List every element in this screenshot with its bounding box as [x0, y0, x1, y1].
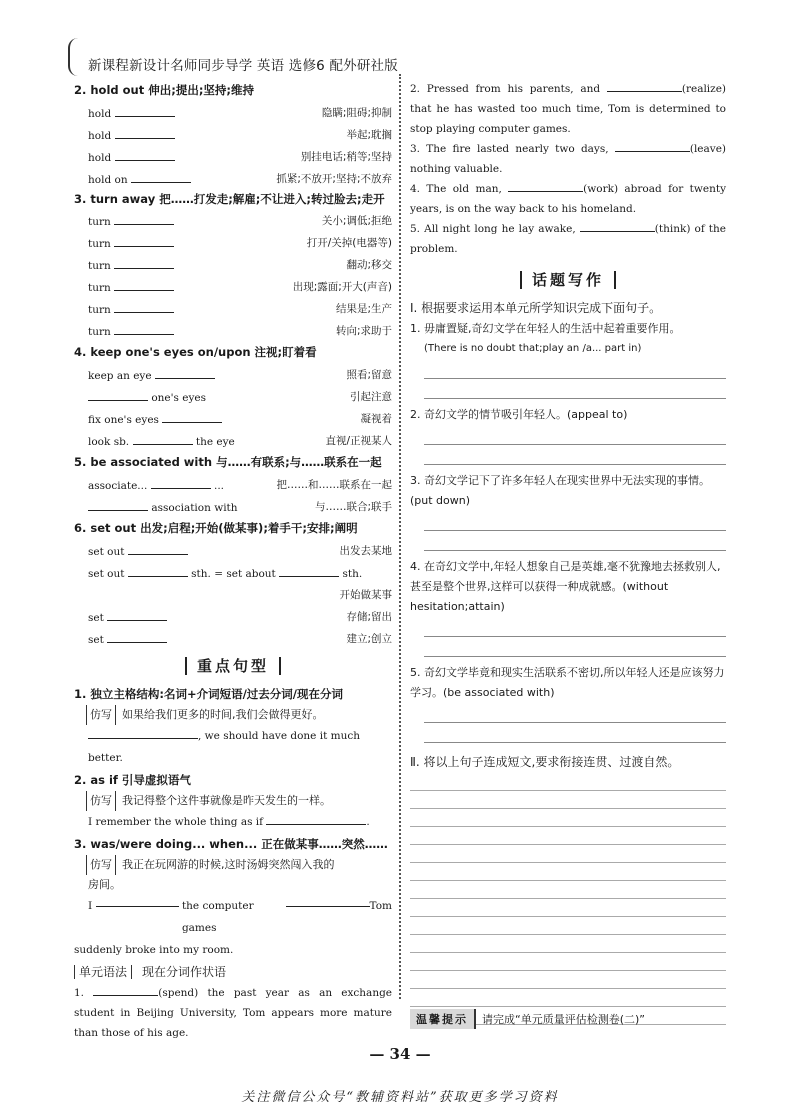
key-patterns-title: 重点句型 [74, 655, 392, 677]
blank-field[interactable] [615, 140, 690, 152]
phrase-row: keep an eye 照看;留意 [88, 368, 392, 382]
phrase-row: fix one's eyes 凝视着 [88, 412, 392, 426]
phrase-row: set 建立;创立 [88, 632, 392, 646]
answer-line[interactable] [424, 445, 726, 465]
blank-field[interactable] [155, 367, 215, 379]
blank-field[interactable] [88, 727, 198, 739]
answer-line[interactable] [410, 881, 726, 899]
blank-field[interactable] [115, 149, 175, 161]
phrase-row: one's eyes 引起注意 [74, 385, 392, 407]
phrase-row: associate... ... 把……和……联系在一起 [88, 478, 392, 492]
phrase-row: hold 隐瞒;阻碍;抑制 [88, 106, 392, 120]
phrase-row: association with 与……联合;联手 [74, 495, 392, 517]
phrase-row: look sb. the eye 直视/正视某人 [88, 434, 392, 448]
writing-item: 5. 奇幻文学毕竟和现实生活联系不密切,所以年轻人还是应该努力学习。(be associated with) [410, 666, 725, 699]
blank-field[interactable] [114, 301, 174, 313]
phrase-row: turn 出现;露面;开大(声音) [88, 280, 392, 294]
pattern-heading: 1. 独立主格结构:名词+介词短语/过去分词/现在分词 [74, 687, 344, 701]
blank-field[interactable] [607, 80, 682, 92]
blank-field[interactable] [580, 220, 655, 232]
blank-field[interactable] [114, 235, 174, 247]
grammar-exercise: 4. The old man, (work) abroad for twenty years, is on the way back to his homeland. [410, 179, 726, 219]
answer-line[interactable] [410, 773, 726, 791]
blank-field[interactable] [286, 895, 369, 907]
answer-line[interactable] [410, 989, 726, 1007]
phrase-heading: 2. hold out 伸出;提出;坚持;维持 [74, 83, 255, 97]
phrase-heading: 4. keep one's eyes on/upon 注视;盯着看 [74, 345, 317, 359]
imitate-answer: , we should have done it much better. [74, 725, 392, 769]
blank-field[interactable] [128, 543, 188, 555]
imitate-prompt-cont: 房间。 [88, 878, 121, 891]
blank-field[interactable] [115, 105, 175, 117]
page-number: — 34 — [369, 1045, 431, 1063]
footer-note: 关注微信公众号“教辅资料站”获取更多学习资料 [241, 1090, 559, 1105]
blank-field[interactable] [133, 433, 193, 445]
phrase-row: 开始做某事 [339, 588, 392, 601]
answer-line[interactable] [410, 917, 726, 935]
answer-line[interactable] [424, 637, 726, 657]
answer-line[interactable] [424, 617, 726, 637]
phrase-row: turn 翻动;移交 [88, 258, 392, 272]
phrase-row: hold 举起;耽搁 [88, 128, 392, 142]
blank-field[interactable] [107, 609, 167, 621]
phrase-row: turn 关小;调低;拒绝 [88, 214, 392, 228]
answer-line[interactable] [424, 359, 726, 379]
answer-line[interactable] [410, 791, 726, 809]
answer-line[interactable] [424, 723, 726, 743]
phrase-row: turn 转向;求助于 [88, 324, 392, 338]
grammar-exercise: 2. Pressed from his parents, and (realize) that he has wasted too much time, Tom is determined to stop playing computer games. [410, 79, 726, 139]
answer-line[interactable] [410, 845, 726, 863]
imitate-answer-cont: suddenly broke into my room. [74, 944, 234, 956]
writing-hint: (There is no doubt that;play an /a... part in) [424, 343, 642, 354]
writing-item: 3. 奇幻文学记下了许多年轻人在现实世界中无法实现的事情。(put down) [410, 474, 710, 507]
writing-item: 2. 奇幻文学的情节吸引年轻人。(appeal to) [410, 408, 628, 421]
answer-line[interactable] [410, 827, 726, 845]
blank-field[interactable] [128, 565, 188, 577]
phrase-row: turn 结果是;生产 [88, 302, 392, 316]
phrase-row: hold 别挂电话;稍等;坚持 [88, 150, 392, 164]
phrase-heading: 5. be associated with 与……有联系;与……联系在一起 [74, 455, 382, 469]
tip-box [410, 1008, 726, 1030]
column-divider [399, 74, 401, 999]
grammar-exercise-1: 1. (spend) the past year as an exchange student in Beijing University, Tom appears more mature than those of his age. [74, 983, 392, 1043]
writing-item: 4. 在奇幻文学中,年轻人想象自己是英雄,毫不犹豫地去拯救别人,甚至是整个世界,这样可以获得一种成就感。(without hesitation;attain) [410, 560, 721, 613]
blank-field[interactable] [115, 127, 175, 139]
blank-field[interactable] [96, 895, 179, 907]
phrase-heading: 6. set out 出发;启程;开始(做某事);着手干;安排;阐明 [74, 521, 358, 535]
imitate-answer: I remember the whole thing as if . [74, 811, 392, 833]
answer-line[interactable] [410, 863, 726, 881]
blank-field[interactable] [114, 257, 174, 269]
right-column [410, 79, 726, 1025]
phrase-heading: 3. turn away 把……打发走;解雇;不让进入;转过脸去;走开 [74, 192, 385, 206]
answer-line[interactable] [424, 425, 726, 445]
writing-part1-heading: Ⅰ. 根据要求运用本单元所学知识完成下面句子。 [410, 301, 662, 315]
blank-field[interactable] [162, 411, 222, 423]
imitate-prompt: 仿写 我记得整个这件事就像是昨天发生的一样。 [74, 791, 392, 811]
blank-field[interactable] [266, 813, 366, 825]
blank-field[interactable] [114, 279, 174, 291]
blank-field[interactable] [151, 477, 211, 489]
header-title: 新课程新设计名师同步导学 英语 选修6 配外研社版 [88, 58, 398, 74]
blank-field[interactable] [114, 213, 174, 225]
grammar-exercise: 3. The fire lasted nearly two days, (leave) nothing valuable. [410, 139, 726, 179]
blank-field[interactable] [107, 631, 167, 643]
blank-field[interactable] [131, 171, 191, 183]
phrase-row: set 存储;留出 [88, 610, 392, 624]
blank-field[interactable] [279, 565, 339, 577]
answer-line[interactable] [410, 809, 726, 827]
answer-line[interactable] [410, 899, 726, 917]
writing-item: 1. 毋庸置疑,奇幻文学在年轻人的生活中起着重要作用。 [410, 322, 681, 335]
blank-field[interactable] [93, 984, 158, 996]
tip-text: 请完成“单元质量评估检测卷(二)” [482, 1013, 645, 1026]
answer-line[interactable] [410, 935, 726, 953]
grammar-exercise: 5. All night long he lay awake, (think) of the problem. [410, 219, 726, 259]
answer-line[interactable] [424, 511, 726, 531]
answer-line[interactable] [424, 379, 726, 399]
blank-field[interactable] [508, 180, 583, 192]
answer-line[interactable] [410, 953, 726, 971]
pattern-heading: 2. as if 引导虚拟语气 [74, 773, 191, 787]
phrase-row: set out sth. = set about sth. [74, 561, 392, 583]
header-bracket [68, 38, 78, 76]
imitate-prompt: 仿写 如果给我们更多的时间,我们会做得更好。 [74, 705, 392, 725]
unit-grammar-heading: 单元语法 现在分词作状语 [74, 961, 392, 983]
answer-line[interactable] [410, 971, 726, 989]
phrase-row: set out 出发去某地 [88, 544, 392, 558]
blank-field[interactable] [88, 389, 148, 401]
left-column [74, 79, 392, 1043]
answer-line[interactable] [424, 531, 726, 551]
answer-line[interactable] [424, 703, 726, 723]
phrase-row: hold on 抓紧;不放开;坚持;不放弃 [88, 172, 392, 186]
blank-field[interactable] [88, 499, 148, 511]
imitate-prompt: 仿写 我正在玩网游的时候,这时汤姆突然闯入我的 [74, 855, 392, 875]
writing-part2-heading: Ⅱ. 将以上句子连成短文,要求衔接连贯、过渡自然。 [410, 755, 680, 769]
pattern-heading: 3. was/were doing... when... 正在做某事……突然…… [74, 837, 388, 851]
phrase-row: turn 打开/关掉(电器等) [88, 236, 392, 250]
blank-field[interactable] [114, 323, 174, 335]
imitate-answer: I the computer games Tom [74, 895, 392, 939]
tip-label: 温馨提示 [410, 1009, 476, 1029]
topic-writing-title: 话题写作 [410, 269, 726, 291]
page-header [68, 38, 748, 78]
